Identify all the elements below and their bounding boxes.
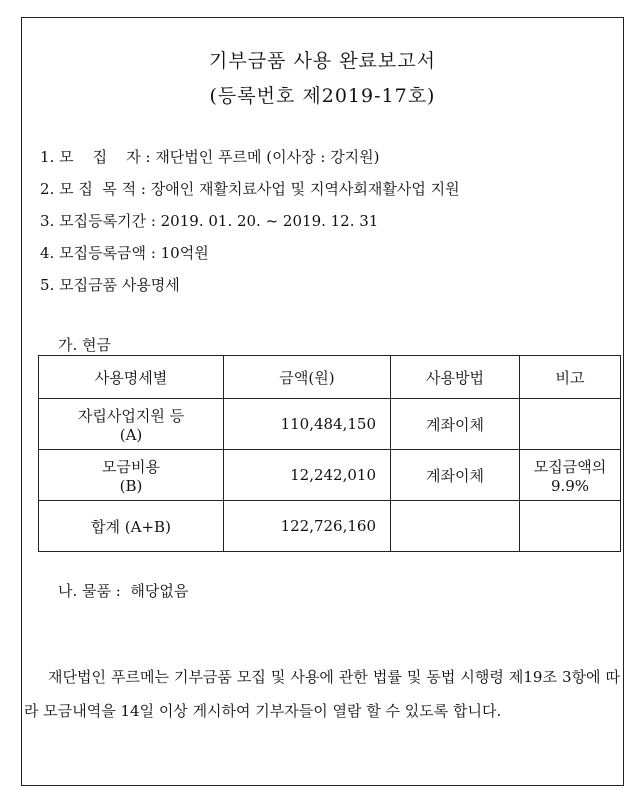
table-total-row	[39, 501, 621, 552]
cell-method	[391, 501, 520, 552]
cell-total-amount: 122,726,160	[224, 501, 391, 552]
registration-number: (등록번호 제2019-17호)	[209, 85, 436, 107]
header-amount: 금액(원)	[224, 356, 391, 399]
cell-method: 계좌이체	[391, 399, 520, 450]
goods-line: 나. 물품 : 해당없음	[58, 582, 189, 600]
cash-usage-table	[38, 355, 621, 552]
cash-heading: 가. 현금	[58, 336, 112, 354]
table-row	[39, 450, 621, 501]
cell-amount: 110,484,150	[224, 399, 391, 450]
item-purpose: 2. 모 집 목 적 : 장애인 재활치료사업 및 지역사회재활사업 지원	[40, 180, 460, 198]
item-amount: 4. 모집등록금액 : 10억원	[40, 244, 209, 262]
header-note: 비고	[520, 356, 621, 399]
report-frame	[21, 17, 624, 786]
table-row	[39, 399, 621, 450]
cell-amount: 12,242,010	[224, 450, 391, 501]
item-period: 3. 모집등록기간 : 2019. 01. 20. ~ 2019. 12. 31	[40, 212, 379, 230]
table-header-row	[39, 356, 621, 399]
item-organizer: 1. 모 집 자 : 재단법인 푸르메 (이사장 : 강지원)	[40, 148, 380, 166]
report-title: 기부금품 사용 완료보고서	[209, 50, 436, 72]
cell-note	[520, 501, 621, 552]
header-usage-item: 사용명세별	[39, 356, 224, 399]
cell-method: 계좌이체	[391, 450, 520, 501]
cell-usage-item: 모금비용 (B)	[39, 450, 224, 501]
closing-statement: 재단법인 푸르메는 기부금품 모집 및 사용에 관한 법률 및 동법 시행령 제19조 3항에 따라 모금내역을 14일 이상 게시하여 기부자들이 열람 할 수 있도록 합니다.	[24, 668, 620, 720]
cell-usage-item: 자립사업지원 등 (A)	[39, 399, 224, 450]
cell-total-label: 합계 (A+B)	[39, 501, 224, 552]
header-method: 사용방법	[391, 356, 520, 399]
item-usage-details: 5. 모집금품 사용명세	[40, 276, 180, 294]
cell-note	[520, 399, 621, 450]
cell-note: 모집금액의 9.9%	[520, 450, 621, 501]
